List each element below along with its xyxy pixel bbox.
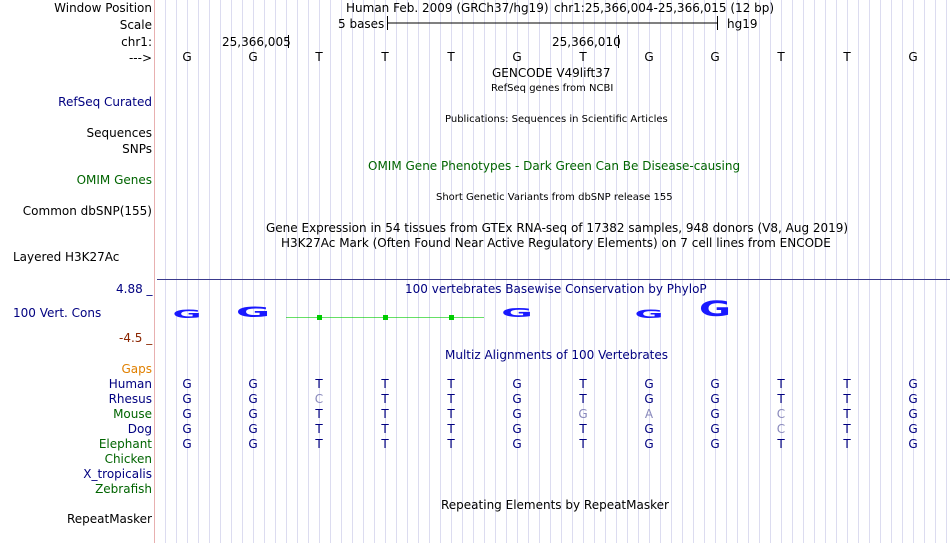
scale-db: hg19	[727, 17, 758, 31]
species-label[interactable]: Dog	[127, 422, 152, 436]
alignment-base: G	[644, 422, 654, 436]
species-label[interactable]: Human	[108, 377, 152, 391]
reference-base: T	[777, 50, 785, 64]
species-label[interactable]: Chicken	[104, 452, 152, 466]
alignment-base: T	[447, 377, 455, 391]
alignment-base: C	[776, 422, 786, 436]
strand-label: --->	[128, 51, 152, 65]
alignment-base: G	[512, 377, 522, 391]
window-position-label: Window Position	[54, 1, 152, 15]
alignment-base: G	[248, 422, 258, 436]
alignment-base: G	[182, 407, 192, 421]
alignment-base: C	[314, 392, 324, 406]
scale-text: 5 bases	[338, 17, 385, 31]
cons-scale-top: 4.88 _	[116, 282, 153, 296]
chrom-label: chr1:	[121, 35, 152, 49]
alignment-base: G	[248, 437, 258, 451]
omim-track-label[interactable]: OMIM Genes	[76, 173, 152, 187]
alignment-base: G	[512, 422, 522, 436]
gtex-track-title[interactable]: Gene Expression in 54 tissues from GTEx RNA-seq of 17382 samples, 948 donors (V8, Aug 2019)	[266, 221, 849, 235]
phylop-logo-base: G	[699, 297, 731, 323]
alignment-base: G	[512, 437, 522, 451]
alignment-base: T	[315, 407, 323, 421]
ruler-right-position: 25,366,010	[552, 35, 621, 49]
phylop-logo-base: G	[634, 307, 664, 322]
species-label[interactable]: Zebrafish	[95, 482, 152, 496]
alignment-base: G	[182, 437, 192, 451]
alignment-base: G	[182, 392, 192, 406]
gencode-track-title[interactable]: GENCODE V49lift37	[492, 66, 611, 80]
repeatmasker-track-title[interactable]: Repeating Elements by RepeatMasker	[441, 498, 669, 512]
alignment-base: G	[710, 422, 720, 436]
alignment-base: G	[644, 437, 654, 451]
phylop-logo-base: G	[172, 307, 202, 322]
reference-base: G	[512, 50, 522, 64]
alignment-base: G	[908, 437, 918, 451]
alignment-base: T	[579, 422, 587, 436]
cons-track-label[interactable]: 100 Vert. Cons	[13, 306, 102, 320]
reference-base: G	[182, 50, 192, 64]
alignment-base: G	[908, 422, 918, 436]
alignment-base: T	[777, 377, 785, 391]
species-label[interactable]: Mouse	[113, 407, 152, 421]
species-label[interactable]: X_tropicalis	[83, 467, 152, 481]
scale-label: Scale	[119, 18, 152, 32]
reference-base: G	[644, 50, 654, 64]
phylop-gap-mark	[317, 315, 322, 320]
reference-base: T	[381, 50, 389, 64]
phylop-track-title[interactable]: 100 vertebrates Basewise Conservation by PhyloP	[405, 282, 707, 296]
multiz-track-title[interactable]: Multiz Alignments of 100 Vertebrates	[445, 348, 669, 362]
alignment-base: G	[710, 437, 720, 451]
assembly-title: Human Feb. 2009 (GRCh37/hg19)	[346, 1, 549, 15]
ruler-left-position: 25,366,005	[222, 35, 291, 49]
omim-track-title[interactable]: OMIM Gene Phenotypes - Dark Green Can Be Disease-causing	[368, 159, 741, 173]
alignment-base: T	[447, 422, 455, 436]
reference-base: G	[908, 50, 918, 64]
phylop-logo-base: G	[235, 305, 271, 322]
alignment-base: G	[644, 377, 654, 391]
alignment-base: G	[512, 392, 522, 406]
dbsnp-track-label[interactable]: Common dbSNP(155)	[22, 204, 152, 218]
alignment-base: T	[579, 392, 587, 406]
refseq-track-label[interactable]: RefSeq Curated	[58, 95, 152, 109]
species-label[interactable]: Elephant	[98, 437, 152, 451]
alignment-base: T	[777, 392, 785, 406]
repeatmasker-track-label[interactable]: RepeatMasker	[66, 512, 152, 526]
alignment-base: T	[777, 437, 785, 451]
phylop-gap-mark	[383, 315, 388, 320]
sequences-track-label[interactable]: Sequences	[86, 126, 152, 140]
alignment-base: G	[644, 392, 654, 406]
alignment-base: T	[315, 422, 323, 436]
reference-base: G	[710, 50, 720, 64]
alignment-base: T	[381, 437, 389, 451]
reference-base: G	[248, 50, 258, 64]
phylop-logo-base: G	[501, 306, 533, 322]
alignment-base: T	[315, 377, 323, 391]
reference-base: T	[315, 50, 323, 64]
alignment-base: T	[447, 392, 455, 406]
reference-base: T	[579, 50, 587, 64]
alignment-base: T	[579, 377, 587, 391]
alignment-base: T	[315, 437, 323, 451]
alignment-base: G	[710, 377, 720, 391]
conservation-divider	[157, 279, 950, 280]
alignment-base: G	[710, 392, 720, 406]
position-title: chr1:25,366,004-25,366,015 (12 bp)	[554, 1, 775, 15]
alignment-base: T	[843, 392, 851, 406]
snps-track-label[interactable]: SNPs	[122, 142, 152, 156]
reference-base: T	[447, 50, 455, 64]
alignment-base: A	[644, 407, 654, 421]
alignment-base: G	[908, 377, 918, 391]
alignment-base: G	[512, 407, 522, 421]
species-label[interactable]: Rhesus	[108, 392, 152, 406]
alignment-base: T	[381, 407, 389, 421]
alignment-base: G	[182, 422, 192, 436]
alignment-base: T	[381, 422, 389, 436]
alignment-base: G	[710, 407, 720, 421]
cons-scale-bottom: -4.5 _	[119, 331, 153, 345]
h3k27ac-track-label[interactable]: Layered H3K27Ac	[13, 250, 120, 264]
alignment-base: T	[843, 437, 851, 451]
alignment-base: T	[843, 422, 851, 436]
dbsnp-track-title[interactable]: Short Genetic Variants from dbSNP release 155	[436, 192, 673, 203]
alignment-base: G	[248, 407, 258, 421]
alignment-base: T	[843, 407, 851, 421]
publications-track-title[interactable]: Publications: Sequences in Scientific Articles	[445, 114, 668, 125]
alignment-base: G	[908, 392, 918, 406]
reference-base: T	[843, 50, 851, 64]
alignment-base: G	[182, 377, 192, 391]
alignment-base: G	[248, 392, 258, 406]
alignment-base: C	[776, 407, 786, 421]
h3k27ac-track-title[interactable]: H3K27Ac Mark (Often Found Near Active Regulatory Elements) on 7 cell lines from ENCODE	[281, 236, 831, 250]
alignment-base: G	[578, 407, 588, 421]
alignment-base: T	[381, 377, 389, 391]
alignment-base: G	[908, 407, 918, 421]
alignment-base: T	[579, 437, 587, 451]
refseq-track-title[interactable]: RefSeq genes from NCBI	[491, 83, 614, 94]
alignment-base: T	[381, 392, 389, 406]
gaps-track-label[interactable]: Gaps	[121, 362, 152, 376]
alignment-base: T	[843, 377, 851, 391]
alignment-base: T	[447, 437, 455, 451]
alignment-base: T	[447, 407, 455, 421]
alignment-base: G	[248, 377, 258, 391]
